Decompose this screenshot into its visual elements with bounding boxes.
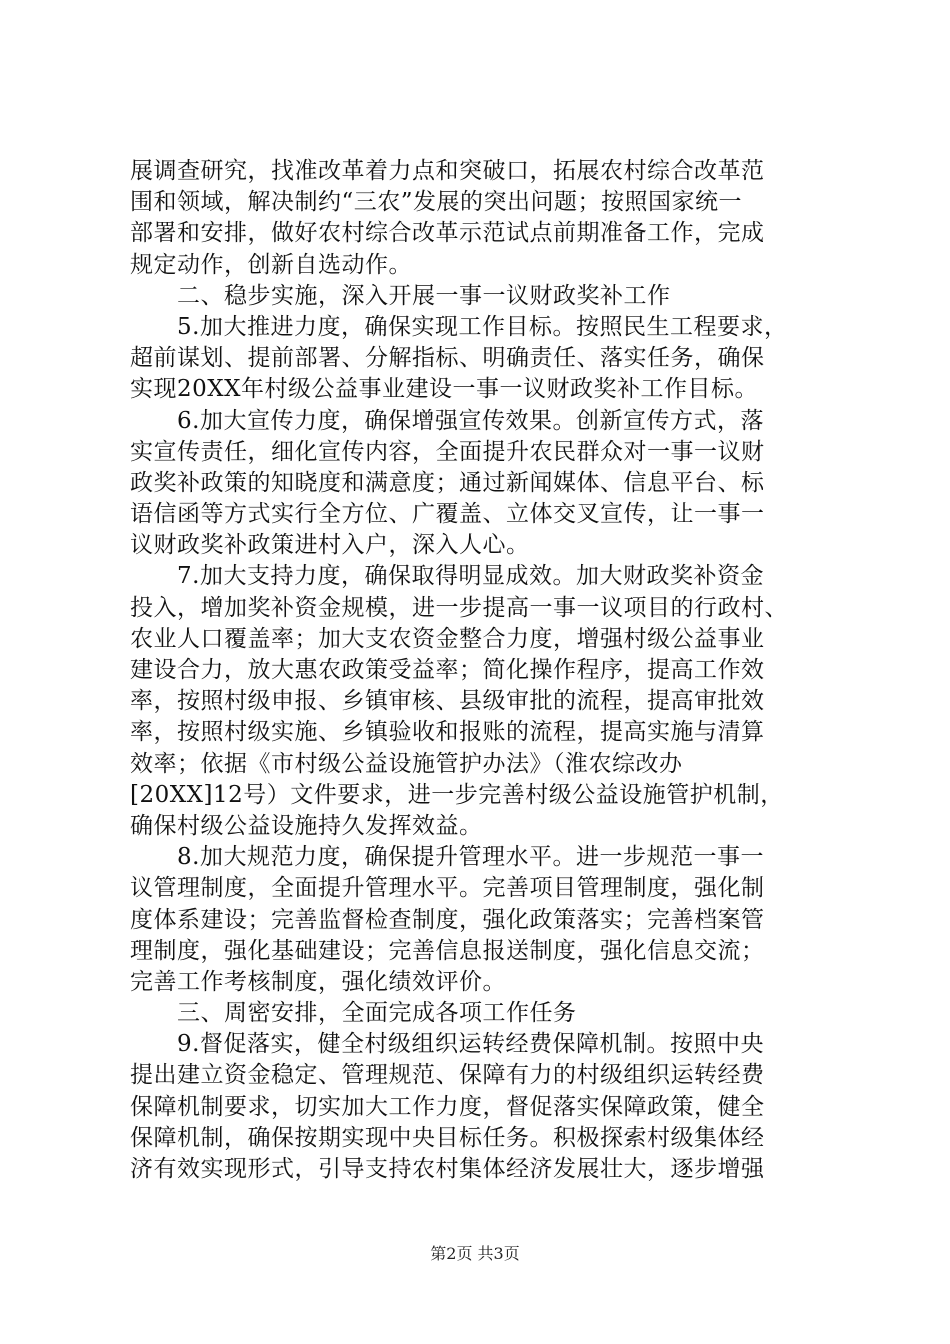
text-line: 超前谋划、提前部署、分解指标、明确责任、落实任务，确保 xyxy=(130,345,765,372)
text-line: 实宣传责任，细化宣传内容，全面提升农民群众对一事一议财 xyxy=(130,438,765,465)
text-line: 二、稳步实施，深入开展一事一议财政奖补工作 xyxy=(177,282,671,309)
text-line: 议财政奖补政策进村入户，深入人心。 xyxy=(130,532,530,559)
text-line: 完善工作考核制度，强化绩效评价。 xyxy=(130,968,506,995)
text-line: 议管理制度，全面提升管理水平。完善项目管理制度，强化制 xyxy=(130,875,765,902)
page-footer: 第2页 共3页 xyxy=(430,1244,520,1263)
text-line: 规定动作，创新自选动作。 xyxy=(130,251,412,278)
text-line: 理制度，强化基础建设；完善信息报送制度，强化信息交流； xyxy=(130,937,765,964)
text-line: 建设合力，放大惠农政策受益率；简化操作程序，提高工作效 xyxy=(130,657,765,683)
text-line: 9.督促落实，健全村级组织运转经费保障机制。按照中央 xyxy=(177,1031,764,1058)
text-line: 度体系建设；完善监督检查制度，强化政策落实；完善档案管 xyxy=(130,906,765,933)
document-body xyxy=(130,156,830,1185)
text-line: 保障机制要求，切实加大工作力度，督促落实保障政策，健全 xyxy=(130,1093,765,1120)
text-line: 实现20XX年村级公益事业建设一事一议财政奖补工作目标。 xyxy=(130,376,759,403)
text-line: 5.加大推进力度，确保实现工作目标。按照民生工程要求， xyxy=(177,313,788,340)
text-line: 7.加大支持力度，确保取得明显成效。加大财政奖补资金 xyxy=(177,563,764,590)
text-line: 8.加大规范力度，确保提升管理水平。进一步规范一事一 xyxy=(177,844,764,871)
text-line: 农业人口覆盖率；加大支农资金整合力度，增强村级公益事业 xyxy=(130,625,765,652)
text-line: 投入，增加奖补资金规模，进一步提高一事一议项目的行政村、 xyxy=(130,594,788,621)
text-line: 语信函等方式实行全方位、广覆盖、立体交叉宣传，让一事一 xyxy=(130,501,765,528)
text-line: 保障机制，确保按期实现中央目标任务。积极探索村级集体经 xyxy=(130,1124,765,1151)
text-line: 展调查研究，找准改革着力点和突破口，拓展农村综合改革范 xyxy=(130,158,765,184)
text-line: 部署和安排，做好农村综合改革示范试点前期准备工作，完成 xyxy=(130,220,765,247)
text-line: 提出建立资金稳定、管理规范、保障有力的村级组织运转经费 xyxy=(130,1062,765,1089)
text-line: 效率；依据《市村级公益设施管护办法》（淮农综改办 xyxy=(130,750,683,777)
text-line: 率，按照村级申报、乡镇审核、县级审批的流程，提高审批效 xyxy=(130,688,765,715)
text-line: 6.加大宣传力度，确保增强宣传效果。创新宣传方式，落 xyxy=(177,407,764,434)
text-line: 政奖补政策的知晓度和满意度；通过新闻媒体、信息平台、标 xyxy=(130,469,765,496)
text-line: [20XX]12号）文件要求，进一步完善村级公益设施管护机制， xyxy=(130,781,784,808)
text-line: 率，按照村级实施、乡镇验收和报账的流程，提高实施与清算 xyxy=(130,719,765,746)
text-line: 三、周密安排，全面完成各项工作任务 xyxy=(177,1000,577,1027)
text-line: 确保村级公益设施持久发挥效益。 xyxy=(130,812,483,839)
text-line: 济有效实现形式，引导支持农村集体经济发展壮大，逐步增强 xyxy=(130,1156,765,1182)
text-line: 围和领域，解决制约“三农”发展的突出问题；按照国家统一 xyxy=(130,189,743,216)
